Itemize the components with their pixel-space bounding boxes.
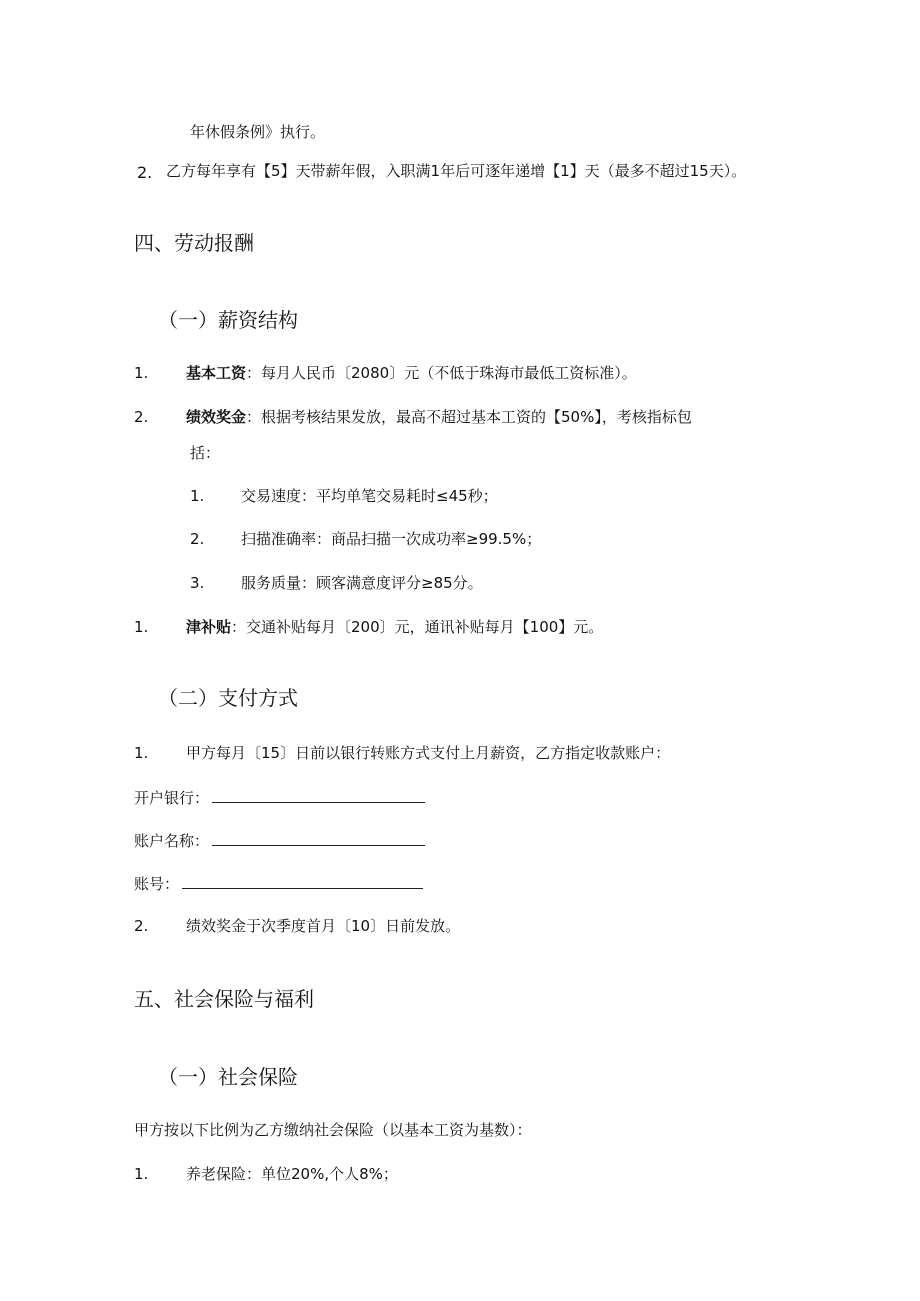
account-number-label: 账号：: [134, 875, 180, 893]
bank-name-blank[interactable]: [212, 787, 425, 803]
account-number-row: [134, 873, 423, 894]
performance-bonus-text: ：根据考核结果发放，最高不超过基本工资的【50%】，考核指标包: [246, 408, 692, 426]
allowance-label: 津补贴: [186, 618, 232, 636]
base-salary-text: ：每月人民币〔2080〕元（不低于珠海市最低工资标准）。: [246, 364, 637, 382]
payment-clause: 甲方每月〔15〕日前以银行转账方式支付上月薪资，乙方指定收款账户：: [186, 744, 671, 762]
list-number: 1.: [134, 618, 149, 636]
subsection-title-salary-structure: （一）薪资结构: [158, 308, 298, 332]
base-salary-label: 基本工资: [186, 364, 247, 382]
allowance-clause: [186, 617, 603, 637]
bank-name-label: 开户银行：: [134, 789, 210, 807]
kpi-transaction-speed: 交易速度：平均单笔交易耗时≤45秒；: [241, 487, 498, 505]
account-number-blank[interactable]: [182, 873, 423, 889]
sub-list-number: 1.: [190, 487, 205, 505]
account-name-blank[interactable]: [212, 830, 425, 846]
section-title-social-insurance: 五、社会保险与福利: [134, 987, 314, 1011]
account-name-label: 账户名称：: [134, 832, 210, 850]
list-number: 2.: [134, 917, 149, 935]
subsection-title-social-insurance: （一）社会保险: [158, 1065, 298, 1089]
list-number: 1.: [134, 364, 149, 382]
pension-insurance-clause: 养老保险：单位20%,个人8%；: [186, 1165, 398, 1183]
sub-list-number: 2.: [190, 530, 205, 548]
base-salary-clause: [186, 363, 637, 383]
allowance-text: ：交通补贴每月〔200〕元，通讯补贴每月【100】元。: [231, 618, 604, 636]
list-number: 2.: [134, 408, 149, 426]
list-number: 1.: [134, 1165, 149, 1183]
list-number: 1.: [134, 744, 149, 762]
kpi-scan-accuracy: 扫描准确率：商品扫描一次成功率≥99.5%；: [241, 530, 542, 548]
account-name-row: [134, 830, 425, 851]
annual-leave-clause: 乙方每年享有【5】天带薪年假，入职满1年后可逐年递增【1】天（最多不超过15天）。: [166, 162, 747, 180]
paragraph-continuation: 年休假条例》执行。: [190, 123, 326, 141]
bank-name-row: [134, 787, 425, 808]
performance-bonus-clause: [186, 407, 692, 427]
insurance-intro: 甲方按以下比例为乙方缴纳社会保险（以基本工资为基数）：: [134, 1121, 532, 1139]
kpi-service-quality: 服务质量：顾客满意度评分≥85分。: [241, 574, 483, 592]
performance-bonus-label: 绩效奖金: [186, 408, 247, 426]
performance-bonus-continuation: 括：: [190, 444, 221, 462]
subsection-title-payment-method: （二）支付方式: [158, 686, 298, 710]
section-title-remuneration: 四、劳动报酬: [134, 231, 254, 255]
bonus-payment-clause: 绩效奖金于次季度首月〔10〕日前发放。: [186, 917, 461, 935]
list-number: 2.: [137, 163, 153, 182]
sub-list-number: 3.: [190, 574, 205, 592]
